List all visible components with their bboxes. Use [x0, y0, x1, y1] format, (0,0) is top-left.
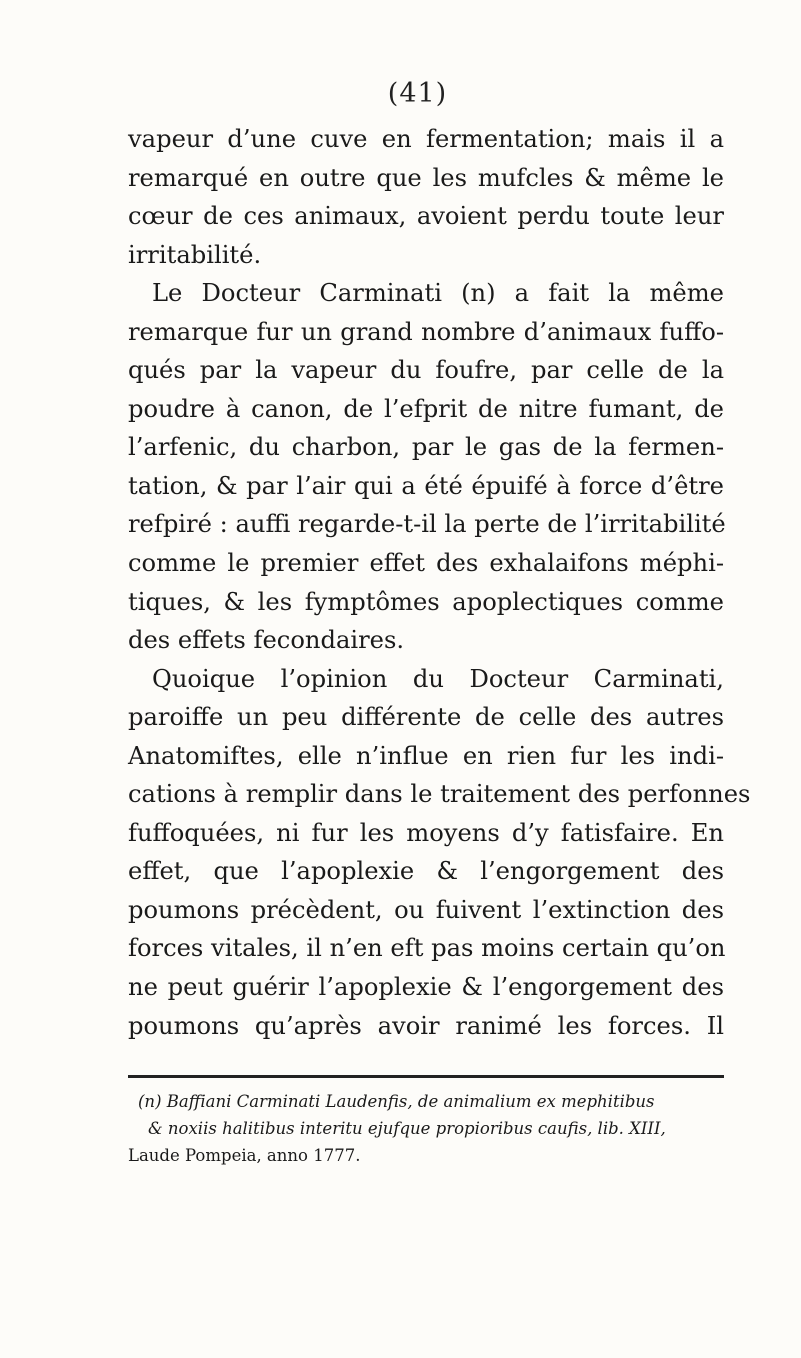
- text-line: l’arfenic, du charbon, par le gas de la fermen-: [128, 433, 724, 462]
- text-line: poudre à canon, de l’efprit de nitre fumant, de: [128, 394, 724, 423]
- text-line: refpiré : auffi regarde-t-il la perte de l’irritabilité: [128, 510, 726, 539]
- text-line: des effets fecondaires.: [128, 626, 405, 655]
- text-line: Quoique l’opinion du Docteur Carminati,: [152, 664, 724, 693]
- text-line: Anatomiftes, elle n’influe en rien fur les indi-: [128, 741, 724, 770]
- text-line: poumons qu’après avoir ranimé les forces. Il: [128, 1011, 724, 1040]
- body-text: [128, 120, 751, 1045]
- text-line: effet, que l’apoplexie & l’engorgement des: [128, 857, 724, 886]
- text-line: tation, & par l’air qui a été épuifé à force d’être: [128, 471, 724, 500]
- text-line: vapeur d’une cuve en fermentation; mais il a: [128, 125, 724, 153]
- text-line: cœur de ces animaux, avoient perdu toute leur: [128, 202, 724, 231]
- footnote: [128, 1088, 718, 1169]
- footnote-line: Laude Pompeia, anno 1777.: [128, 1146, 361, 1165]
- text-line: cations à remplir dans le traitement des perfonnes: [128, 780, 751, 809]
- text-line: comme le premier effet des exhalaifons méphi-: [128, 549, 724, 578]
- text-line: irritabilité.: [128, 240, 262, 269]
- text-line: paroiffe un peu différente de celle des autres: [128, 703, 724, 732]
- page-number: (41): [387, 78, 448, 109]
- text-line: remarque fur un grand nombre d’animaux fuffo-: [128, 317, 724, 346]
- text-line: Le Docteur Carminati (n) a fait la même: [152, 279, 724, 308]
- text-line: forces vitales, il n’en eft pas moins certain qu’on: [128, 934, 726, 963]
- text-line: qués par la vapeur du foufre, par celle de la: [128, 356, 724, 385]
- text-line: remarqué en outre que les mufcles & même le: [128, 163, 724, 192]
- footnote-line: & noxiis halitibus interitu ejufque propioribus caufis, lib. XIII,: [148, 1119, 666, 1138]
- text-line: ne peut guérir l’apoplexie & l’engorgement des: [128, 973, 724, 1002]
- text-line: poumons précèdent, ou fuivent l’extinction des: [128, 895, 724, 924]
- text-line: tiques, & les fymptômes apoplectiques comme: [128, 587, 724, 616]
- footnote-line: (n) Baffiani Carminati Laudenfis, de animalium ex mephitibus: [138, 1092, 655, 1111]
- footnote-rule: [128, 1075, 724, 1078]
- text-line: fuffoquées, ni fur les moyens d’y fatisfaire. En: [128, 818, 724, 847]
